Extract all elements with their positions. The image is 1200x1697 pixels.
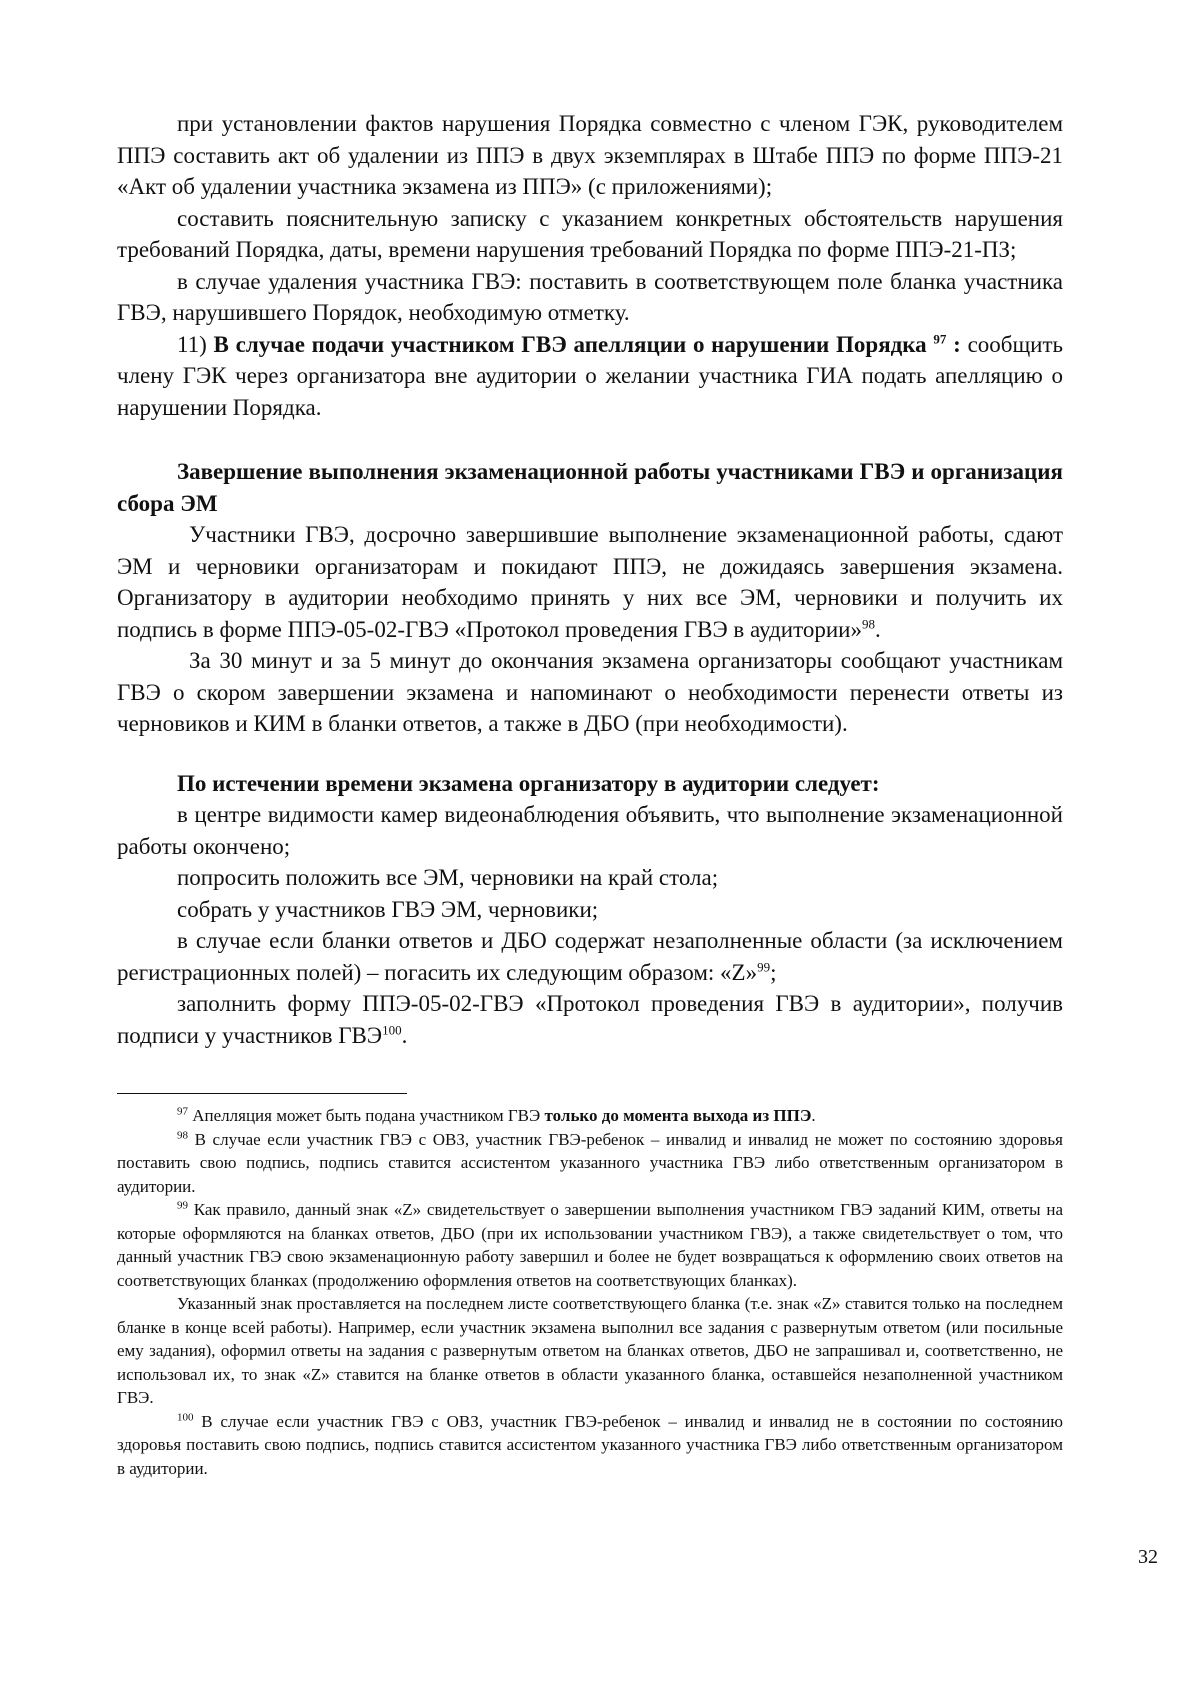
paragraph-put-materials: попросить положить все ЭМ, черновики на край стола; [177, 865, 719, 890]
footnote-100 [117, 1410, 1063, 1481]
period: . [811, 1106, 816, 1125]
early-completion-text: Участники ГВЭ, досрочно завершившие выполнение экзаменационной работы, сдают ЭМ и черновики организаторам и покидают ППЭ, не дожидаясь завершения экзамена. Организатору в аудитории необходимо принять у них все ЭМ, черновики и получить их подпись в форме ППЭ-05-02-ГВЭ «Протокол проведения ГВЭ в аудитории» [117, 522, 1063, 642]
footnote-ref-97: 97 [933, 330, 947, 346]
footnote-98 [117, 1128, 1063, 1199]
appeal-rest-text: сообщить члену ГЭК через организатора вне аудитории о желании участника ГИА подать апелляцию о нарушении Порядка. [117, 331, 1064, 420]
paragraph-collect-materials: собрать у участников ГВЭ ЭМ, черновики; [177, 896, 599, 922]
spacer [117, 740, 1063, 768]
section-heading-completion: Завершение выполнения экзаменационной работы участниками ГВЭ и организация сбора ЭМ [117, 459, 1063, 516]
paragraph-announce-end: в центре видимости камер видеонаблюдения объявить, что выполнение экзаменационной работы окончено; [117, 802, 1063, 859]
period: . [874, 616, 881, 642]
footnote-99 [117, 1198, 1063, 1292]
footnote-ref-98: 98 [861, 615, 875, 631]
footnote-ref-99: 99 [757, 958, 771, 974]
appeal-bold-text: В случае подачи участником ГВЭ апелляции о нарушении Порядка [213, 331, 927, 357]
footnote-separator [117, 1093, 407, 1094]
footnote-number: 100 [177, 1410, 194, 1423]
footnotes [117, 1104, 1063, 1480]
paragraph-appeal [117, 329, 1063, 424]
footnote-number: 97 [177, 1105, 188, 1118]
item-number: 11) [177, 331, 207, 357]
paragraph-act-removal: при установлении фактов нарушения Порядка совместно с членом ГЭК, руководителем ППЭ составить акт об удалении из ППЭ в двух экземплярах в Штабе ППЭ по форме ППЭ-21 «Акт об удалении участника экзамена из ППЭ» (с приложениями); [117, 111, 1063, 199]
paragraph-early-completion [117, 519, 1063, 645]
paragraph-removal-mark: в случае удаления участника ГВЭ: поставить в соответствующем поле бланка участника ГВЭ, нарушившего Порядок, необходимую отметку. [117, 268, 1063, 325]
paragraph-time-warnings: За 30 минут и за 5 минут до окончания экзамена организаторы сообщают участникам ГВЭ о скором завершении экзамена и напоминают о необходимости перенести ответы из черновиков и КИМ в бланки ответов, а также в ДБО (при необходимости). [117, 648, 1063, 736]
appeal-colon: : [953, 331, 961, 357]
fill-protocol-text: заполнить форму ППЭ-05-02-ГВЭ «Протокол проведения ГВЭ в аудитории», получив подписи у участников ГВЭ [117, 991, 1063, 1048]
footnote-text: В случае если участник ГВЭ с ОВЗ, участник ГВЭ-ребенок – инвалид и инвалид не может по состоянию здоровья поставить свою подпись, подпись ставится ассистентом указанного участника ГВЭ либо ответственным организатором в аудитории. [117, 1129, 1063, 1196]
paragraph-cancel-empty-areas [117, 925, 1063, 988]
period: . [401, 1022, 408, 1048]
semicolon: ; [770, 959, 777, 985]
footnote-text: В случае если участник ГВЭ с ОВЗ, участник ГВЭ-ребенок – инвалид и инвалид не в состоянии по состоянию здоровья поставить свою подпись, подпись ставится ассистентом указанного участника ГВЭ либо ответственным организатором в аудитории. [117, 1411, 1063, 1478]
footnote-number: 98 [177, 1128, 188, 1141]
footnote-97 [117, 1104, 1063, 1128]
page-number: 32 [1138, 1546, 1158, 1568]
main-text [117, 108, 1063, 1051]
section-heading-after-time: По истечении времени экзамена организатору в аудитории следует: [177, 770, 880, 796]
footnote-ref-100: 100 [382, 1021, 402, 1037]
footnote-bold-text: только до момента выхода из ППЭ [544, 1106, 812, 1125]
footnote-text: Апелляция может быть подана участником ГВЭ [188, 1106, 545, 1125]
cancel-empty-text: в случае если бланки ответов и ДБО содержат незаполненные области (за исключением регистрационных полей) – погасить их следующим образом: «Z» [117, 928, 1063, 985]
paragraph-fill-protocol [117, 988, 1063, 1051]
footnote-number: 99 [177, 1199, 188, 1212]
spacer [117, 423, 1063, 456]
footnote-text: Как правило, данный знак «Z» свидетельствует о завершении выполнения участником ГВЭ заданий КИМ, ответы на которые оформляются на бланках ответов, ДБО (при их использовании участником ГВЭ), а также свидетельствует о том, что данный участник ГВЭ свою экзаменационную работу завершил и более не будет возвращаться к оформлению своих ответов на соответствующих бланках (продолжению оформления ответов на соответствующих бланках). [117, 1200, 1063, 1290]
paragraph-explanatory-note: составить пояснительную записку с указанием конкретных обстоятельств нарушения требований Порядка, даты, времени нарушения требований Порядка по форме ППЭ-21-ПЗ; [117, 205, 1063, 262]
footnote-99-continued: Указанный знак проставляется на последнем листе соответствующего бланка (т.е. знак «Z» ставится только на последнем бланке в конце всей работы). Например, если участник экзамена выполнил все задания с развернутым ответом (или посильные ему задания), оформил ответы на задания с развернутым ответом на бланках ответов, ДБО не запрашивал и, соответственно, не использовал их, то знак «Z» ставится на бланке ответов в области указанного бланка, оставшейся незаполненной участником ГВЭ. [117, 1294, 1063, 1407]
